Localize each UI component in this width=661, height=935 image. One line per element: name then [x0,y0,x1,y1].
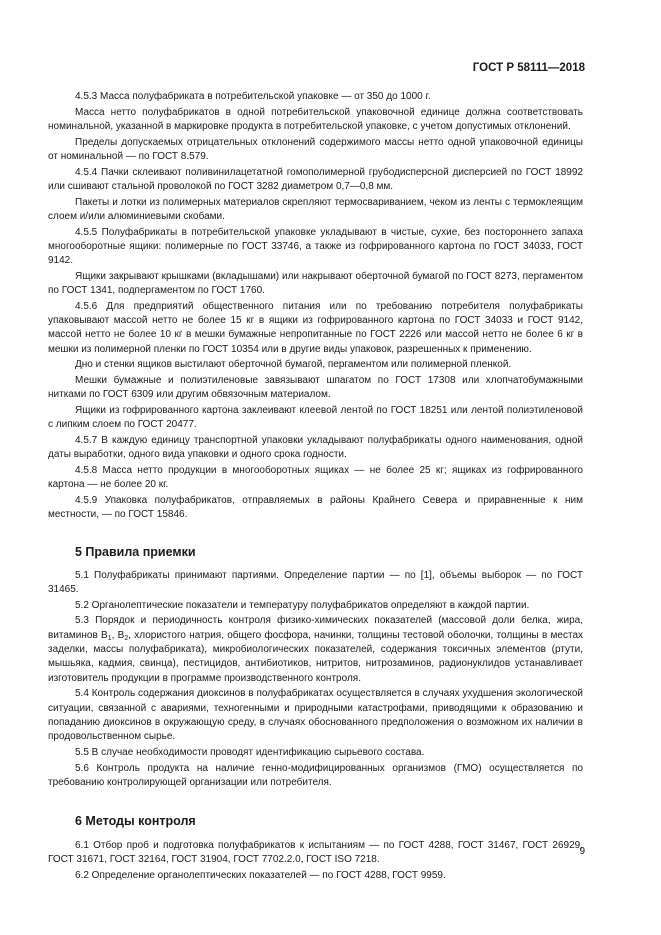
paragraph: Ящики из гофрированного картона заклеивают клеевой лентой по ГОСТ 18251 или лентой полиэтиленовой с липким слоем по ГОСТ 20477. [48,405,583,431]
paragraph: 4.5.9 Упаковка полуфабрикатов, отправляемых в районы Крайнего Севера и приравненные к ним местности, — по ГОСТ 15846. [48,495,583,521]
paragraph: 5.6 Контроль продукта на наличие генно-модифицированных организмов (ГМО) осуществляется по требованию контролирующей организации или потребителя. [48,762,583,788]
section-5-heading: 5 Правила приемки [75,544,196,559]
paragraph: 6.2 Определение органолептических показателей — по ГОСТ 4288, ГОСТ 9959. [75,870,446,882]
text-run: , хлористого натрия, общего фосфора, начинки, толщины тестовой оболочки, толщины в местах заделки, массы полуфабриката), микробиологических показателей, содержания токсичных элементов (ртути, мышьяка, кадмия, свинца), пестицидов, антибиотиков, нитритов, нитрозаминов, радионуклидов устанавливает изготовитель продукции в программе производственного контроля. [48,629,584,684]
paragraph: 4.5.6 Для предприятий общественного питания или по требованию потребителя полуфабрикаты упаковывают массой нетто не более 15 кг в ящики из гофрированного картона по ГОСТ 34033 и ГОСТ 9142, массой нетто не более 10 кг в мешки бумажные непропитанные по ГОСТ 2226 или массой нетто не более 6 кг в мешки из полимерной пленки по ГОСТ 10354 или в другие виды упаковок, разрешенных к применению. [48,300,583,355]
paragraph: Пределы допускаемых отрицательных отклонений содержимого массы нетто одной упаковочной единицы от номинальной — по ГОСТ 8.579. [48,136,583,162]
paragraph: 5.4 Контроль содержания диоксинов в полуфабрикатах осуществляется в случаях ухудшения экологической ситуации, связанной с авариями, техногенными и природными катастрофами, приводящими к образованию и попаданию диоксинов в окружающую среду, в случаях обоснованного предположения о возможном их наличии в продовольственном сырье. [48,688,583,743]
paragraph: 5.5 В случае необходимости проводят идентификацию сырьевого состава. [75,746,425,758]
paragraph: 4.5.3 Масса полуфабриката в потребительской упаковке — от 350 до 1000 г. [75,91,431,102]
text-run: 5.3 Порядок и периодичность контроля физико-химических показателей (массовой доли белка, жира, витаминов B [48,615,583,641]
paragraph: 4.5.7 В каждую единицу транспортной упаковки укладывают полуфабрикаты одного наименования, одной даты выработки, одного вида упаковки и одного срока годности. [48,435,583,461]
paragraph: Дно и стенки ящиков выстилают оберточной бумагой, пергаментом или полимерной пленкой. [75,359,512,371]
text-run: , B [111,629,125,641]
paragraph-5-3 [48,614,583,685]
subscript: 2 [124,634,129,642]
section-6-heading: 6 Методы контроля [75,814,196,829]
document-body [48,90,583,885]
paragraph: 6.1 Отбор проб и подготовка полуфабрикатов к испытаниям — по ГОСТ 4288, ГОСТ 31467, ГОСТ 26929, ГОСТ 31671, ГОСТ 32164, ГОСТ 31904, ГОСТ 7702.2.0, ГОСТ ISO 7218. [48,840,583,866]
paragraph: Мешки бумажные и полиэтиленовые завязывают шпагатом по ГОСТ 17308 или хлопчатобумажными нитками по ГОСТ 6309 или другим обвязочным материалом. [48,375,583,401]
paragraph: Ящики закрывают крышками (вкладышами) или накрывают оберточной бумагой по ГОСТ 8273, пергаментом по ГОСТ 1341, подпергаментом по ГОСТ 1760. [48,270,583,297]
subscript: 1 [107,634,112,642]
paragraph: 4.5.8 Масса нетто продукции в многооборотных ящиках — не более 25 кг; ящиках из гофрированного картона — не более 20 кг. [48,465,583,491]
paragraph: Пакеты и лотки из полимерных материалов скрепляют термосвариванием, чеком из ленты с термоклеящим слоем и/или алюминиевыми скобами. [48,196,583,222]
paragraph: 5.2 Органолептические показатели и температуру полуфабрикатов определяют в каждой партии. [75,599,530,611]
standard-code: ГОСТ Р 58111—2018 [472,62,585,74]
paragraph: 4.5.5 Полуфабрикаты в потребительской упаковке укладывают в чистые, сухие, без постороннего запаха многооборотные ящики: полимерные по ГОСТ 33746, а также из гофрированного картона по ГОСТ 34033, ГОСТ 9142. [48,226,583,267]
page-number: 9 [579,846,585,857]
paragraph: 5.1 Полуфабрикаты принимают партиями. Определение партии — по [1], объемы выборок — по ГОСТ 31465. [48,569,583,595]
paragraph: 4.5.4 Пачки склеивают поливинилацетатной гомополимерной грубодисперсной дисперсией по ГОСТ 18992 или сшивают стальной проволокой по ГОСТ 3282 диаметром 0,7—0,8 мм. [48,166,583,192]
paragraph: Масса нетто полуфабрикатов в одной потребительской упаковочной единице должна соответствовать номинальной, указанной в маркировке продукта в потребительской упаковке, с учетом допустимых отклонений. [48,106,583,132]
